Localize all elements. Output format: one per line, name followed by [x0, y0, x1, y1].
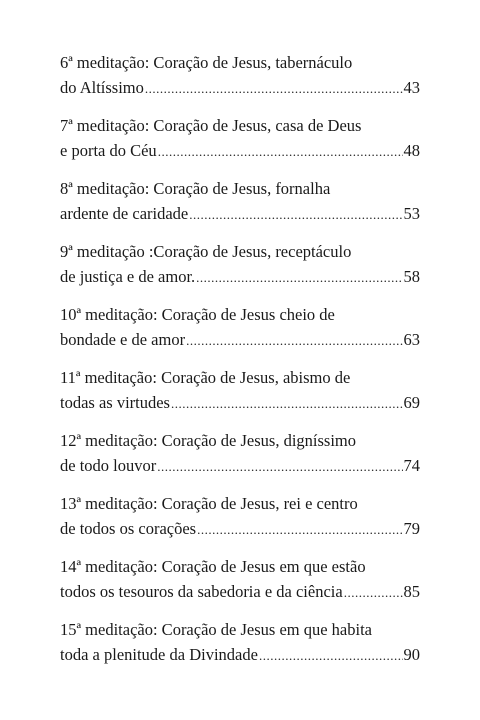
entry-title: 8ª meditação: Coração de Jesus, fornalha: [60, 179, 331, 198]
dot-leader: [196, 265, 402, 290]
dot-leader: [157, 454, 402, 479]
entry-title-end: do Altíssimo: [60, 78, 144, 97]
toc-entry: [60, 554, 420, 617]
toc-entry: [60, 365, 420, 428]
entry-title-continued: [60, 264, 420, 290]
toc-entry: [60, 50, 420, 113]
dot-leader: [158, 139, 403, 164]
entry-title-continued: [60, 516, 420, 542]
entry-title: 9ª meditação :Coração de Jesus, receptáculo: [60, 242, 352, 261]
dot-leader: [344, 580, 403, 605]
dot-leader: [186, 328, 402, 353]
toc-entry: [60, 428, 420, 491]
entry-title-continued: [60, 390, 420, 416]
page-number: 90: [403, 645, 420, 664]
dot-leader: [145, 76, 403, 101]
page-number: 53: [403, 204, 420, 223]
toc-entry: [60, 239, 420, 302]
entry-title: 14ª meditação: Coração de Jesus em que estão: [60, 557, 366, 576]
entry-title-continued: [60, 642, 420, 668]
entry-title: 13ª meditação: Coração de Jesus, rei e centro: [60, 494, 358, 513]
page-number: 63: [403, 330, 420, 349]
entry-title-end: de todos os corações: [60, 519, 197, 538]
entry-title-end: bondade e de amor: [60, 330, 186, 349]
entry-title: 10ª meditação: Coração de Jesus cheio de: [60, 305, 335, 324]
entry-title: 12ª meditação: Coração de Jesus, digníssimo: [60, 431, 356, 450]
entry-title-continued: [60, 453, 420, 479]
entry-title: 6ª meditação: Coração de Jesus, tabernáculo: [60, 53, 353, 72]
page-number: 48: [403, 141, 420, 160]
entry-title-continued: [60, 201, 420, 227]
table-of-contents: [60, 50, 420, 680]
toc-entry: [60, 617, 420, 680]
entry-title-continued: [60, 75, 420, 101]
entry-title-end: de justiça e de amor.: [60, 267, 196, 286]
entry-title-continued: [60, 579, 420, 605]
toc-entry: [60, 176, 420, 239]
page-number: 74: [403, 456, 420, 475]
entry-title-continued: [60, 327, 420, 353]
page-number: 85: [403, 582, 420, 601]
page-number: 69: [403, 393, 420, 412]
entry-title: 15ª meditação: Coração de Jesus em que habita: [60, 620, 372, 639]
dot-leader: [171, 391, 403, 416]
entry-title: 7ª meditação: Coração de Jesus, casa de Deus: [60, 116, 362, 135]
dot-leader: [197, 517, 402, 542]
entry-title-end: de todo louvor: [60, 456, 157, 475]
entry-title-end: e porta do Céu: [60, 141, 157, 160]
dot-leader: [259, 643, 403, 668]
entry-title-end: ardente de caridade: [60, 204, 189, 223]
toc-entry: [60, 113, 420, 176]
entry-title-end: todas as virtudes: [60, 393, 170, 412]
dot-leader: [189, 202, 402, 227]
toc-entry: [60, 302, 420, 365]
page-number: 79: [403, 519, 420, 538]
page-number: 58: [403, 267, 420, 286]
entry-title-continued: [60, 138, 420, 164]
toc-entry: [60, 491, 420, 554]
entry-title: 11ª meditação: Coração de Jesus, abismo de: [60, 368, 351, 387]
entry-title-end: todos os tesouros da sabedoria e da ciência: [60, 582, 343, 601]
entry-title-end: toda a plenitude da Divindade: [60, 645, 258, 664]
page-number: 43: [403, 78, 420, 97]
